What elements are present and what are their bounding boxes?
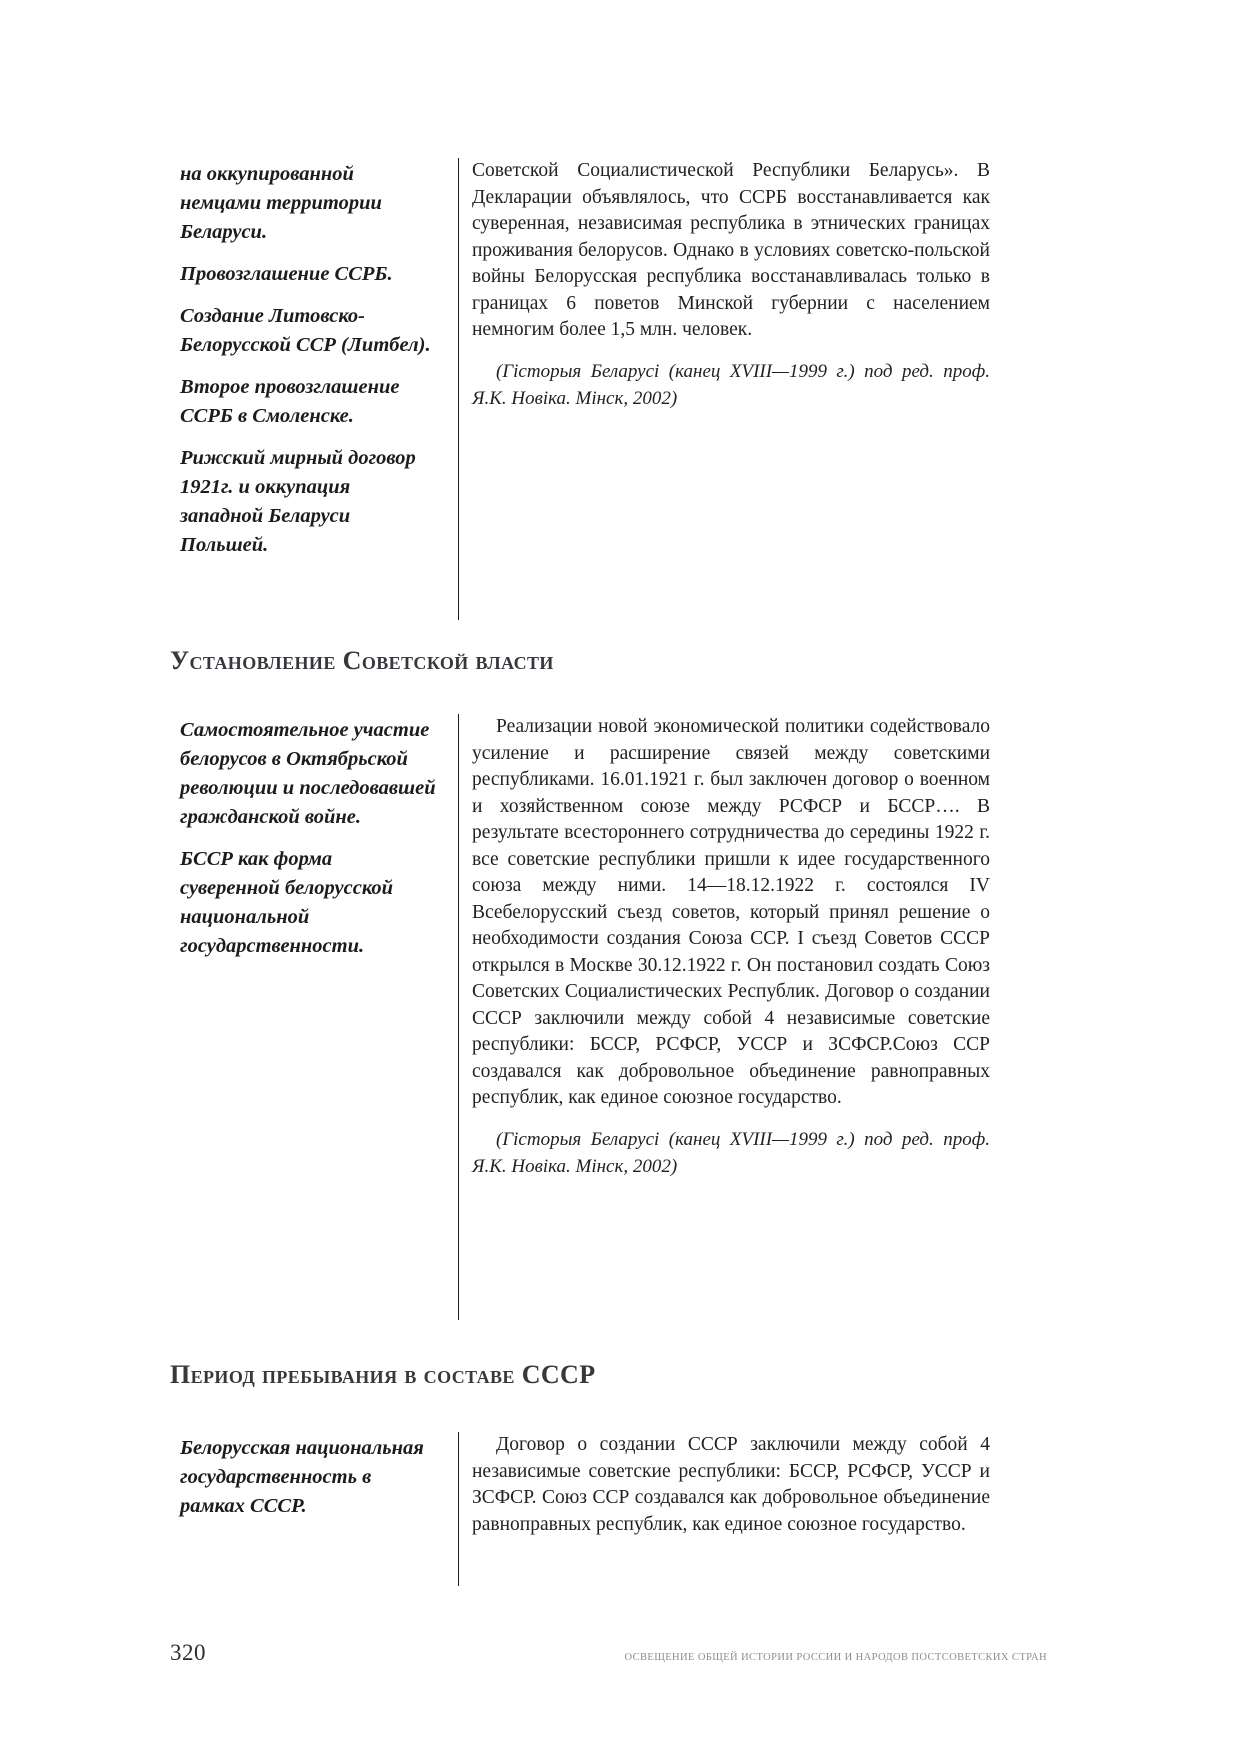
- body-paragraph: Реализации новой экономической политики содействовало усиление и расширение связей между советскими республиками. 16.01.1921 г. был заключен договор о военном и хозяйственном союзе между РСФСР и БССР…. В результате всестороннего сотрудничества до середины 1922 г. все советские республики пришли к идее государственного союза между ними. 14—18.12.1922 г. состоялся IV Всебелорусский съезд советов, который принял решение о необходимости создания Союза ССР. I съезд Советов СССР открылся в Москве 30.12.1922 г. Он постановил создать Союз Советских Социалистических Республик. Договор о создании СССР заключили между собой 4 независимые советские республики: БССР, РСФСР, УССР и ЗСФСР.Союз ССР создавался как добровольное объединение равноправных республик, как единое союзное государство.: [472, 716, 990, 1108]
- page-content: [170, 158, 990, 1586]
- body-text-column: [458, 714, 990, 1320]
- margin-topic: Создание Литовско-Белорусской ССР (Литбел).: [180, 305, 431, 356]
- margin-topic: на оккупированной немцами территории Беларуси.: [180, 163, 382, 243]
- margin-topic: Белорусская национальная государственность в рамках СССР.: [180, 1437, 424, 1517]
- body-paragraph: Советской Социалистической Республики Беларусь». В Декларации объявлялось, что ССРБ восстанавливается как суверенная, независимая республика в этнических границах проживания белорусов. Однако в условиях советско-польской войны Белорусская республика восстанавливалась только в границах 6 поветов Минской губернии с населением немногим более 1,5 млн. человек.: [472, 160, 990, 340]
- margin-topic: Рижский мирный договор 1921г. и оккупация западной Беларуси Польшей.: [180, 447, 416, 556]
- margin-topics-column: [170, 158, 458, 620]
- margin-topic: БССР как форма суверенной белорусской национальной государственности.: [180, 848, 394, 957]
- page-footer: [170, 1640, 1047, 1666]
- source-citation: (Гісторыя Беларусі (канец XVIII—1999 г.) под ред. проф. Я.К. Новіка. Мінск, 2002): [472, 1128, 990, 1177]
- margin-topics-column: [170, 714, 458, 1320]
- margin-topic: Провозглашение ССРБ.: [180, 263, 393, 285]
- section-heading: Установление Советской власти: [170, 646, 554, 675]
- section-heading: Период пребывания в составе СССР: [170, 1360, 596, 1389]
- body-text-column: [458, 1432, 990, 1586]
- content-block-2: [170, 714, 990, 1320]
- margin-topic: Самостоятельное участие белорусов в Октябрьской революции и последовавшей гражданской войне.: [180, 719, 436, 828]
- source-citation: (Гісторыя Беларусі (канец XVIII—1999 г.) под ред. проф. Я.К. Новіка. Мінск, 2002): [472, 360, 990, 409]
- margin-topic: Второе провозглашение ССРБ в Смоленске.: [180, 376, 400, 427]
- margin-topics-column: [170, 1432, 458, 1586]
- body-paragraph: Договор о создании СССР заключили между собой 4 независимые советские республики: БССР, РСФСР, УССР и ЗСФСР. Союз ССР создавался как добровольное объединение равноправных республик, как единое союзное государство.: [472, 1434, 990, 1535]
- page-number: 320: [170, 1640, 206, 1665]
- running-footer-title: ОСВЕЩЕНИЕ ОБЩЕЙ ИСТОРИИ РОССИИ И НАРОДОВ ПОСТСОВЕТСКИХ СТРАН: [624, 1652, 1047, 1663]
- content-block-3: [170, 1432, 990, 1586]
- content-block-1: [170, 158, 990, 620]
- body-text-column: [458, 158, 990, 620]
